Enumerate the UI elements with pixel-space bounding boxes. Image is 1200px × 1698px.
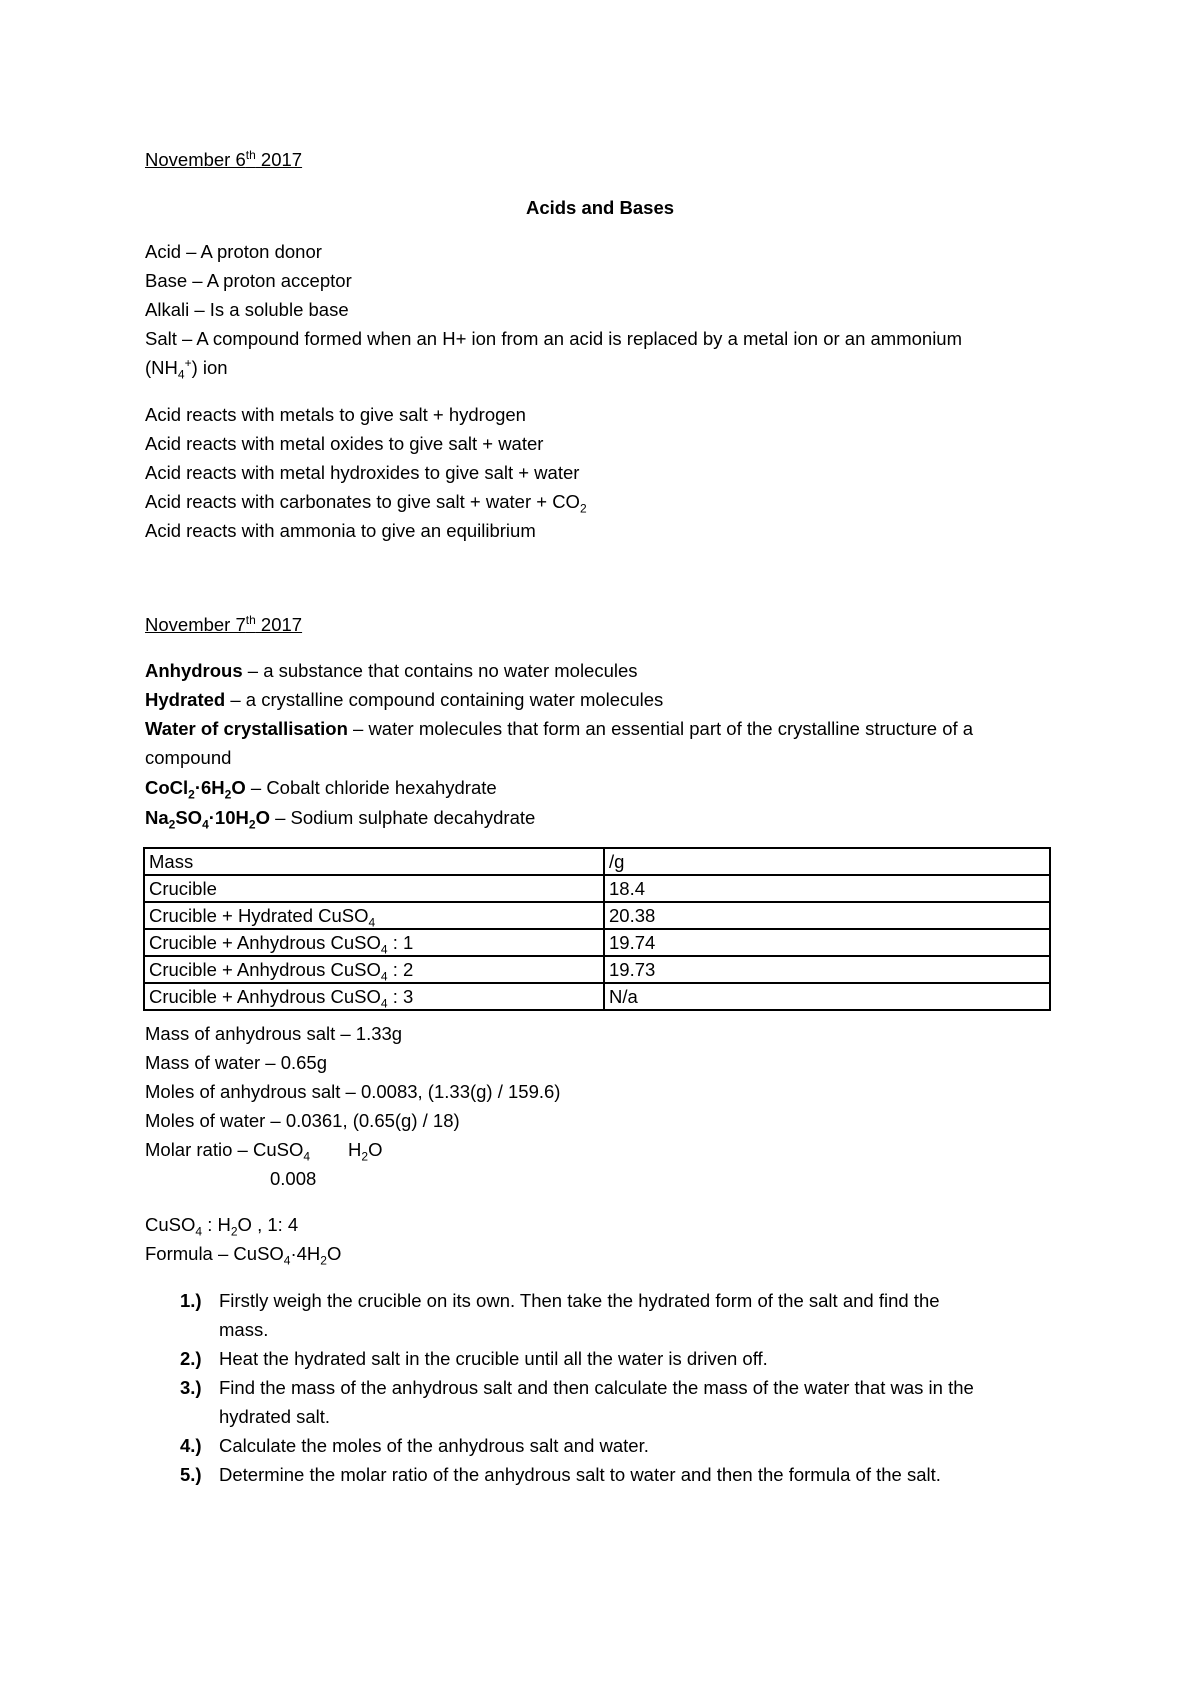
table-cell-label: Crucible + Anhydrous CuSO$_4$ : 3 [144, 983, 604, 1010]
list-item: 4.) Calculate the moles of the anhydrous salt and water. [180, 1435, 649, 1456]
formula-line: Formula – $CuSO_4\cdot 4H_2O$ [145, 1243, 342, 1268]
molar-ratio-line: Molar ratio – CuSO$_4$ $H_2O$ [145, 1139, 383, 1164]
definition-acid: Acid – A proton donor [145, 241, 322, 262]
reaction-ammonia: Acid reacts with ammonia to give an equilibrium [145, 520, 536, 541]
table-cell-value: 19.73 [604, 956, 1050, 983]
reaction-metals: Acid reacts with metals to give salt + hydrogen [145, 404, 526, 425]
table-cell-label: Crucible + Anhydrous CuSO$_4$ : 1 [144, 929, 604, 956]
term-water-of-crystallisation: Water of crystallisation – water molecules that form an essential part of the crystalline structure of a [145, 718, 974, 739]
calc-mass-anhydrous: Mass of anhydrous salt – 1.33g [145, 1023, 403, 1044]
table-cell-value: 19.74 [604, 929, 1050, 956]
table-cell-label: Crucible [144, 875, 604, 902]
ratio-line: CuSO$_4$ : $H_2O$ , 1: 4 [145, 1214, 299, 1239]
calc-moles-water: Moles of water – 0.0361, (0.65(g) / 18) [145, 1110, 460, 1131]
reaction-carbonates: Acid reacts with carbonates to give salt + water + $CO_2$ [145, 491, 587, 516]
date-heading-1: November 6th 2017 [145, 147, 303, 170]
table-cell-value: N/a [604, 983, 1050, 1010]
date-heading-2: November 7th 2017 [145, 612, 303, 635]
reaction-metal-oxides: Acid reacts with metal oxides to give salt + water [145, 433, 544, 454]
list-item: 3.) Find the mass of the anhydrous salt and then calculate the mass of the water that was in the hydrated salt. [180, 1377, 974, 1427]
table-cell-value: 18.4 [604, 875, 1050, 902]
table-cell-label: Crucible + Hydrated CuSO$_4$ [144, 902, 604, 929]
definition-base: Base – A proton acceptor [145, 270, 352, 291]
table-cell-label: Crucible + Anhydrous CuSO$_4$ : 2 [144, 956, 604, 983]
reaction-metal-hydroxides: Acid reacts with metal hydroxides to give salt + water [145, 462, 580, 483]
definition-alkali: Alkali – Is a soluble base [145, 299, 349, 320]
formula-cobalt-chloride: $CoCl_2\cdot 6H_2O$ – Cobalt chloride hexahydrate [145, 777, 497, 802]
list-item: 2.) Heat the hydrated salt in the crucible until all the water is driven off. [180, 1348, 768, 1369]
table-header-cell: Mass [144, 848, 604, 875]
list-item: 5.) Determine the molar ratio of the anhydrous salt to water and then the formula of the salt. [180, 1464, 941, 1485]
table-row [144, 983, 1050, 1010]
table-header-cell: /g [604, 848, 1050, 875]
table-row [144, 929, 1050, 956]
page-title: Acids and Bases [525, 197, 675, 218]
term-continuation: compound [145, 747, 232, 768]
calc-mass-water: Mass of water – 0.65g [145, 1052, 328, 1073]
term-anhydrous: Anhydrous – a substance that contains no water molecules [145, 660, 638, 681]
list-item: 1.) Firstly weigh the crucible on its own. Then take the hydrated form of the salt and find the mass. [180, 1290, 940, 1340]
mass-table [143, 847, 1051, 1011]
table-row [144, 902, 1050, 929]
table-header-row [144, 848, 1050, 875]
molar-ratio-value: 0.008 [270, 1168, 317, 1189]
definition-salt: Salt – A compound formed when an H+ ion from an acid is replaced by a metal ion or an ammonium [145, 328, 963, 349]
calc-moles-anhydrous: Moles of anhydrous salt – 0.0083, (1.33(g) / 159.6) [145, 1081, 561, 1102]
definition-salt-cont: $(NH_4^+)$ ion [145, 355, 228, 382]
term-hydrated: Hydrated – a crystalline compound containing water molecules [145, 689, 664, 710]
table-cell-value: 20.38 [604, 902, 1050, 929]
formula-sodium-sulphate: $Na_2SO_4\cdot 10H_2O$ – Sodium sulphate decahydrate [145, 807, 536, 832]
table-row [144, 875, 1050, 902]
table-row [144, 956, 1050, 983]
method-steps-list [145, 1286, 1065, 1489]
